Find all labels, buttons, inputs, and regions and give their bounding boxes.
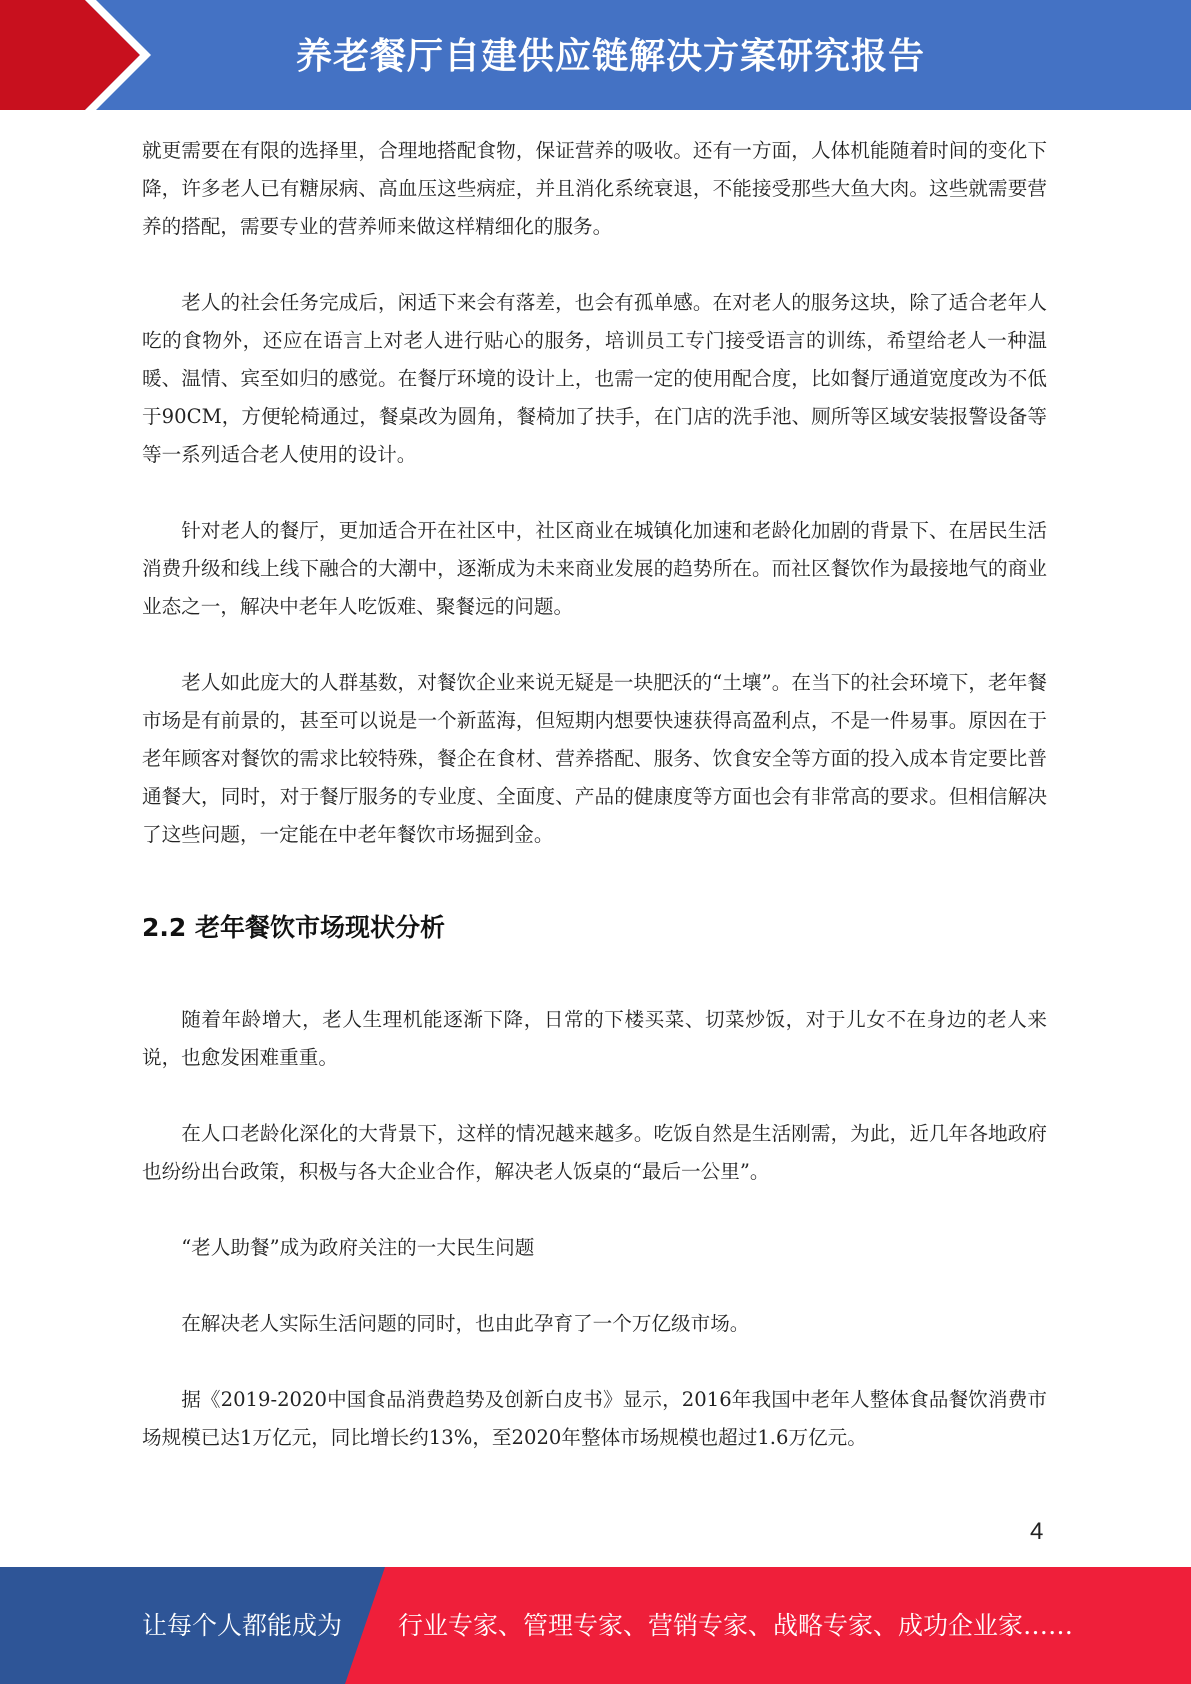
header-banner [0,0,1191,110]
footer-banner [0,1567,1191,1684]
header-red-chevron [0,0,140,110]
document-body [142,132,1047,1495]
paragraph: 在解决老人实际生活问题的同时，也由此孕育了一个万亿级市场。 [181,1312,750,1335]
paragraph: 老人如此庞大的人群基数，对餐饮企业来说无疑是一块肥沃的“土壤”。在当下的社会环境下，老年餐市场是有前景的，甚至可以说是一个新蓝海，但短期内想要快速获得高盈利点，不是一件易事。原因在于老年顾客对餐饮的需求比较特殊，餐企在食材、营养搭配、服务、饮食安全等方面的投入成本肯定要比普通餐大，同时，对于餐厅服务的专业度、全面度、产品的健康度等方面也会有非常高的要求。但相信解决了这些问题，一定能在中老年餐饮市场掘到金。 [142,671,1047,846]
footer-slogan-right: 行业专家、管理专家、营销专家、战略专家、成功企业家…… [398,1611,1074,1640]
section-heading: 2.2 老年餐饮市场现状分析 [142,913,445,942]
paragraph: 就更需要在有限的选择里，合理地搭配食物，保证营养的吸收。还有一方面，人体机能随着时间的变化下降，许多老人已有糖尿病、高血压这些病症，并且消化系统衰退，不能接受那些大鱼大肉。这些就需要营养的搭配，需要专业的营养师来做这样精细化的服务。 [142,139,1047,238]
page-number: 4 [1030,1518,1044,1545]
paragraph: 随着年龄增大，老人生理机能逐渐下降，日常的下楼买菜、切菜炒饭，对于儿女不在身边的老人来说，也愈发困难重重。 [142,1008,1047,1069]
paragraph: 据《2019-2020中国食品消费趋势及创新白皮书》显示，2016年我国中老年人整体食品餐饮消费市场规模已达1万亿元，同比增长约13%，至2020年整体市场规模也超过1.6万亿元。 [142,1388,1047,1449]
paragraph: 在人口老龄化深化的大背景下，这样的情况越来越多。吃饭自然是生活刚需，为此，近几年各地政府也纷纷出台政策，积极与各大企业合作，解决老人饭桌的“最后一公里”。 [142,1122,1047,1183]
paragraph: “老人助餐”成为政府关注的一大民生问题 [181,1236,535,1259]
document-title: 养老餐厅自建供应链解决方案研究报告 [296,36,926,77]
footer-slogan-left: 让每个人都能成为 [142,1611,343,1640]
paragraph: 老人的社会任务完成后，闲适下来会有落差，也会有孤单感。在对老人的服务这块，除了适合老年人吃的食物外，还应在语言上对老人进行贴心的服务，培训员工专门接受语言的训练，希望给老人一种温暖、温情、宾至如归的感觉。在餐厅环境的设计上，也需一定的使用配合度，比如餐厅通道宽度改为不低于90CM，方便轮椅通过，餐桌改为圆角，餐椅加了扶手，在门店的洗手池、厕所等区域安装报警设备等等一系列适合老人使用的设计。 [142,291,1047,466]
paragraph: 针对老人的餐厅，更加适合开在社区中，社区商业在城镇化加速和老龄化加剧的背景下、在居民生活消费升级和线上线下融合的大潮中，逐渐成为未来商业发展的趋势所在。而社区餐饮作为最接地气的商业业态之一，解决中老年人吃饭难、聚餐远的问题。 [142,519,1047,618]
